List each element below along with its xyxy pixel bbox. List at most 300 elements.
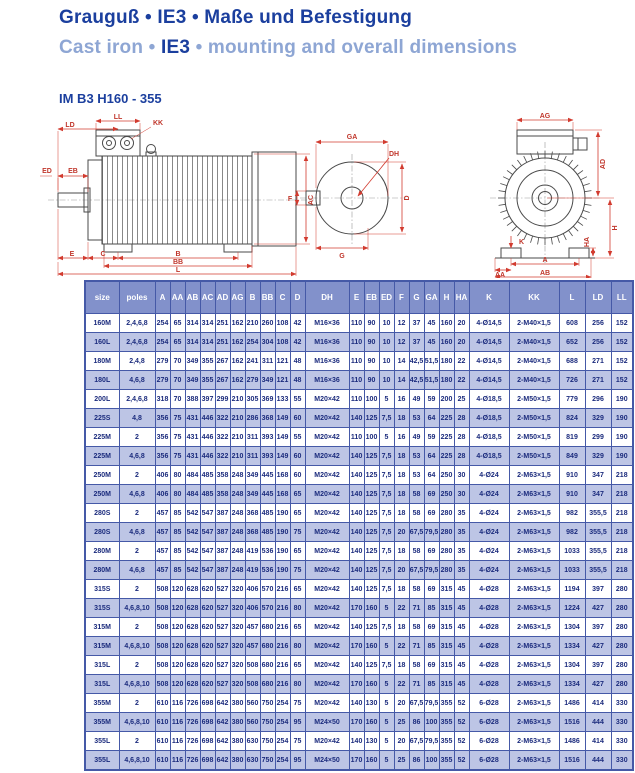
dim-value-cell: 4-Ø14,5 [469,371,509,390]
dim-value-cell: 125 [364,656,379,675]
dim-value-cell: 314 [200,314,215,333]
title-en-suffix: • mounting and overall dimensions [190,37,518,58]
dim-value-cell: 652 [559,333,585,352]
dim-value-cell: 4-Ø28 [469,618,509,637]
dim-value-cell: 210 [230,428,245,447]
dim-value-cell: 90 [364,371,379,390]
dim-value-cell: 125 [364,618,379,637]
dim-value-cell: 397 [585,618,611,637]
dim-value-cell: 982 [559,523,585,542]
dim-value-cell: 330 [611,713,633,732]
dim-value-cell: 121 [275,352,290,371]
dim-value-cell: 485 [200,466,215,485]
dim-value-cell: 218 [611,485,633,504]
dim-value-cell: 4-Ø14,5 [469,333,509,352]
dim-value-cell: 406 [155,466,170,485]
dim-value-cell: 125 [364,542,379,561]
dim-value-cell: 254 [275,732,290,751]
dim-value-cell: 53 [409,466,424,485]
size-cell: 225S [85,409,119,428]
dim-value-cell: 2-M63×1,5 [509,523,559,542]
table-row [85,675,633,694]
column-header-f: F [394,281,409,314]
dim-value-cell: 59 [424,390,439,409]
dim-value-cell: 90 [364,352,379,371]
dim-value-cell: 4-Ø28 [469,637,509,656]
dim-value-cell: 6-Ø28 [469,713,509,732]
dim-value-cell: 125 [364,466,379,485]
column-header-e: E [349,281,364,314]
dim-value-cell: 5 [379,428,394,447]
dim-value-cell: 170 [349,675,364,694]
size-cell: 280M [85,561,119,580]
dim-value-cell: 299 [215,390,230,409]
dim-label-LD: LD [65,122,75,129]
dim-label-AB: AB [539,270,551,277]
dim-value-cell: 368 [260,409,275,428]
dim-value-cell: 22 [454,371,469,390]
dim-value-cell: 347 [585,466,611,485]
dim-value-cell: 2-M40×1,5 [509,314,559,333]
table-row [85,409,633,428]
dim-value-cell: 620 [200,656,215,675]
size-cell: 160M [85,314,119,333]
dim-value-cell: 254 [155,314,170,333]
dim-label-AC: AC [308,194,315,206]
dim-value-cell: 7,5 [379,504,394,523]
dim-value-cell: M20×42 [305,580,349,599]
dim-value-cell: 225 [439,409,454,428]
dim-value-cell: 320 [230,637,245,656]
dim-value-cell: 248 [230,542,245,561]
dim-label-D: D [404,195,411,201]
dim-value-cell: 5 [379,732,394,751]
dim-value-cell: 190 [611,409,633,428]
dim-value-cell: 750 [260,694,275,713]
dim-value-cell: 59 [424,428,439,447]
dim-value-cell: 18 [394,618,409,637]
dimensions-table [84,280,634,771]
column-header-ag: AG [230,281,245,314]
dim-value-cell: 250 [439,485,454,504]
dim-value-cell: 5 [379,675,394,694]
dim-value-cell: 427 [585,599,611,618]
dim-value-cell: 2-M63×1,5 [509,732,559,751]
dim-value-cell: 218 [611,561,633,580]
dim-value-cell: 140 [349,466,364,485]
dim-value-cell: 190 [275,561,290,580]
size-cell: 315S [85,580,119,599]
poles-cell: 4,8 [119,409,155,428]
dim-value-cell: 824 [559,409,585,428]
size-cell: 355L [85,732,119,751]
dim-value-cell: 28 [454,409,469,428]
dim-value-cell: 4-Ø24 [469,542,509,561]
dim-value-cell: 267 [215,371,230,390]
dim-label-GA: GA [346,134,358,141]
dim-value-cell: 10 [379,314,394,333]
dim-value-cell: 80 [170,485,185,504]
dim-value-cell: 254 [275,751,290,771]
dim-value-cell: 286 [245,409,260,428]
poles-cell: 2 [119,466,155,485]
size-cell: 250M [85,485,119,504]
dim-value-cell: 42,5 [409,371,424,390]
dim-value-cell: 427 [585,675,611,694]
dim-value-cell: 168 [275,485,290,504]
dim-value-cell: 2-M63×1,5 [509,542,559,561]
dim-value-cell: 85 [424,637,439,656]
dim-label-DH: DH [389,151,400,158]
poles-cell: 4,6,8 [119,485,155,504]
dim-value-cell: 190 [611,428,633,447]
dim-value-cell: 320 [230,675,245,694]
dim-value-cell: 5 [379,751,394,771]
dim-value-cell: 210 [230,447,245,466]
dim-value-cell: 69 [424,504,439,523]
dim-label-HA: HA [584,236,591,248]
dim-value-cell: 70 [170,371,185,390]
dim-value-cell: 910 [559,466,585,485]
poles-cell: 4,6,8,10 [119,751,155,771]
dim-value-cell: 254 [275,694,290,713]
dim-value-cell: 4-Ø14,5 [469,352,509,371]
dim-value-cell: 10 [379,352,394,371]
dim-value-cell: 120 [170,675,185,694]
dim-value-cell: 314 [185,333,200,352]
dim-value-cell: 52 [454,732,469,751]
dim-value-cell: 152 [611,314,633,333]
dim-value-cell: M20×42 [305,390,349,409]
dim-value-cell: 22 [394,599,409,618]
dim-value-cell: 58 [409,580,424,599]
dim-value-cell: 726 [185,751,200,771]
dim-value-cell: 18 [394,542,409,561]
dim-value-cell: 406 [245,599,260,618]
dim-value-cell: 388 [185,390,200,409]
dim-value-cell: 547 [200,542,215,561]
dim-label-E: E [69,251,75,258]
dim-value-cell: 37 [409,333,424,352]
dim-value-cell: 560 [245,713,260,732]
poles-cell: 2 [119,618,155,637]
dim-value-cell: 380 [230,713,245,732]
dim-value-cell: 125 [364,409,379,428]
dim-value-cell: 2-M50×1,5 [509,390,559,409]
column-header-b: B [245,281,260,314]
dim-value-cell: 457 [155,542,170,561]
dim-label-EB: EB [68,168,78,175]
dim-value-cell: 2-M63×1,5 [509,713,559,732]
dim-value-cell: 628 [185,580,200,599]
dim-value-cell: 280 [611,637,633,656]
poles-cell: 4,6,8 [119,523,155,542]
table-row [85,656,633,675]
dim-value-cell: 1033 [559,542,585,561]
dim-label-ED: ED [42,168,52,175]
column-header-ab: AB [185,281,200,314]
dim-value-cell: M24×50 [305,751,349,771]
dim-value-cell: 642 [215,732,230,751]
column-header-ac: AC [200,281,215,314]
dim-value-cell: 547 [200,504,215,523]
dim-value-cell: 120 [170,580,185,599]
mounting-code-heading: IM B3 H160 - 355 [59,91,162,106]
poles-cell: 2 [119,542,155,561]
dim-label-AA: AA [494,272,506,278]
dim-value-cell: 280 [611,580,633,599]
dim-value-cell: 170 [349,751,364,771]
dim-value-cell: 642 [215,713,230,732]
dim-value-cell: 71 [409,675,424,694]
dim-value-cell: 698 [200,694,215,713]
dim-value-cell: 380 [230,732,245,751]
dim-value-cell: 22 [394,637,409,656]
dim-value-cell: 79,5 [424,523,439,542]
dim-value-cell: 254 [155,333,170,352]
poles-cell: 4,6,8,10 [119,675,155,694]
dim-value-cell: 67,5 [409,561,424,580]
size-cell: 355M [85,694,119,713]
dim-value-cell: M20×42 [305,618,349,637]
dim-value-cell: 368 [245,523,260,542]
dim-value-cell: 358 [215,466,230,485]
dim-value-cell: 85 [170,523,185,542]
dim-value-cell: 280 [439,504,454,523]
dim-value-cell: 628 [185,656,200,675]
poles-cell: 2,4,6,8 [119,390,155,409]
dim-value-cell: 329 [585,447,611,466]
dim-value-cell: 279 [155,352,170,371]
dim-value-cell: 1486 [559,694,585,713]
dim-value-cell: M20×42 [305,599,349,618]
dim-value-cell: 427 [585,637,611,656]
table-row [85,466,633,485]
column-header-poles: poles [119,281,155,314]
dim-value-cell: 190 [275,504,290,523]
dim-value-cell: 349 [185,371,200,390]
dim-value-cell: 248 [230,561,245,580]
dim-value-cell: 1224 [559,599,585,618]
dimensions-table-body [85,314,633,771]
dim-value-cell: 982 [559,504,585,523]
dim-value-cell: 51,5 [424,352,439,371]
dim-value-cell: 60 [290,409,305,428]
dim-value-cell: 45 [454,675,469,694]
dim-value-cell: 368 [245,504,260,523]
dim-value-cell: 457 [155,504,170,523]
dim-value-cell: 397 [585,580,611,599]
dim-value-cell: 225 [439,447,454,466]
dim-value-cell: 251 [215,314,230,333]
dim-value-cell: 250 [439,466,454,485]
dim-value-cell: 71 [409,637,424,656]
dim-value-cell: 125 [364,504,379,523]
dim-value-cell: 58 [409,504,424,523]
dim-value-cell: 267 [215,352,230,371]
dim-value-cell: 330 [611,751,633,771]
dim-value-cell: 485 [260,504,275,523]
dim-value-cell: 18 [394,409,409,428]
size-cell: 180L [85,371,119,390]
dim-value-cell: 241 [245,352,260,371]
dim-value-cell: 110 [349,371,364,390]
dim-value-cell: M20×42 [305,409,349,428]
dim-value-cell: 355 [200,352,215,371]
dim-value-cell: M20×42 [305,447,349,466]
dim-value-cell: 620 [200,637,215,656]
dim-value-cell: 628 [185,637,200,656]
dim-value-cell: 355 [439,694,454,713]
poles-cell: 2,4,8 [119,352,155,371]
column-header-l: L [559,281,585,314]
dim-value-cell: 457 [245,637,260,656]
dim-value-cell: 75 [170,428,185,447]
dim-value-cell: 7,5 [379,485,394,504]
dim-label-C: C [100,251,106,258]
dim-value-cell: 152 [611,371,633,390]
dim-value-cell: 140 [349,618,364,637]
dim-value-cell: 18 [394,447,409,466]
dim-value-cell: 4-Ø24 [469,466,509,485]
dim-value-cell: 116 [170,751,185,771]
table-row [85,637,633,656]
table-row [85,694,633,713]
dim-value-cell: 110 [349,390,364,409]
dim-value-cell: 65 [290,618,305,637]
dim-value-cell: M16×36 [305,314,349,333]
dim-value-cell: 314 [200,333,215,352]
dim-value-cell: 53 [409,409,424,428]
dim-value-cell: 16 [394,428,409,447]
poles-cell: 4,6,8 [119,447,155,466]
poles-cell: 2 [119,504,155,523]
dim-value-cell: 160 [364,637,379,656]
dim-value-cell: 484 [185,466,200,485]
dim-value-cell: 315 [439,675,454,694]
poles-cell: 2,4,6,8 [119,314,155,333]
dim-value-cell: 35 [454,561,469,580]
dim-value-cell: 680 [260,675,275,694]
poles-cell: 4,6,8 [119,371,155,390]
dim-value-cell: 610 [155,751,170,771]
dim-value-cell: 140 [349,485,364,504]
dim-value-cell: M16×36 [305,333,349,352]
side-view-drawing [40,114,315,276]
dim-value-cell: 280 [439,523,454,542]
dim-value-cell: 280 [439,561,454,580]
dim-value-cell: 79,5 [424,694,439,713]
dim-value-cell: 133 [275,390,290,409]
dim-value-cell: 60 [290,447,305,466]
dim-value-cell: 140 [349,656,364,675]
dim-value-cell: 7,5 [379,561,394,580]
dim-value-cell: 698 [200,713,215,732]
dim-value-cell: 75 [290,561,305,580]
dim-value-cell: 397 [585,656,611,675]
dim-value-cell: 180 [439,352,454,371]
dim-value-cell: M24×50 [305,713,349,732]
dim-value-cell: 2-M50×1,5 [509,447,559,466]
column-header-eb: EB [364,281,379,314]
dim-value-cell: 542 [185,561,200,580]
dim-value-cell: 162 [230,371,245,390]
dim-value-cell: 85 [424,675,439,694]
dim-value-cell: 280 [611,618,633,637]
dim-value-cell: 65 [170,314,185,333]
dim-value-cell: 4-Ø24 [469,504,509,523]
dim-value-cell: 248 [230,485,245,504]
dim-value-cell: 750 [260,732,275,751]
dim-value-cell: 4-Ø14,5 [469,314,509,333]
dim-value-cell: M16×36 [305,352,349,371]
dim-value-cell: 349 [245,466,260,485]
poles-cell: 2 [119,694,155,713]
dim-value-cell: 140 [349,523,364,542]
dim-value-cell: 527 [215,580,230,599]
dim-value-cell: 527 [215,599,230,618]
dim-value-cell: 620 [200,599,215,618]
dim-value-cell: 355 [439,713,454,732]
dim-value-cell: 260 [260,314,275,333]
dim-value-cell: 45 [454,618,469,637]
dim-value-cell: 570 [260,580,275,599]
dim-value-cell: 2-M63×1,5 [509,485,559,504]
dim-value-cell: 5 [379,390,394,409]
column-header-ld: LD [585,281,611,314]
dim-value-cell: 296 [585,390,611,409]
size-cell: 180M [85,352,119,371]
dim-label-A: A [542,257,548,264]
dim-value-cell: 311 [245,428,260,447]
poles-cell: 2 [119,580,155,599]
dim-value-cell: 65 [290,504,305,523]
dim-value-cell: 610 [155,732,170,751]
dim-value-cell: 190 [275,523,290,542]
dim-value-cell: 414 [585,694,611,713]
dim-value-cell: 4-Ø28 [469,656,509,675]
dim-value-cell: 67,5 [409,732,424,751]
dim-value-cell: 356 [155,428,170,447]
dim-value-cell: 4-Ø24 [469,523,509,542]
dim-value-cell: 218 [611,542,633,561]
dim-value-cell: 20 [394,694,409,713]
dim-value-cell: 48 [290,371,305,390]
poles-cell: 2 [119,656,155,675]
dim-value-cell: 71 [409,599,424,618]
dim-value-cell: 125 [364,580,379,599]
dim-value-cell: 356 [155,447,170,466]
dim-value-cell: 100 [364,428,379,447]
dim-value-cell: 20 [394,732,409,751]
dim-value-cell: 18 [394,580,409,599]
column-header-h: H [439,281,454,314]
dim-value-cell: 315 [439,618,454,637]
dim-value-cell: 280 [611,656,633,675]
dim-value-cell: M20×42 [305,542,349,561]
column-header-d: D [290,281,305,314]
dim-value-cell: 85 [170,542,185,561]
dim-value-cell: 406 [155,485,170,504]
dim-value-cell: 110 [349,352,364,371]
dim-value-cell: 160 [364,751,379,771]
dim-value-cell: 7,5 [379,466,394,485]
size-cell: 280S [85,523,119,542]
dim-value-cell: M20×42 [305,656,349,675]
dim-value-cell: 25 [394,713,409,732]
dim-value-cell: 330 [611,694,633,713]
poles-cell: 4,6,8,10 [119,599,155,618]
